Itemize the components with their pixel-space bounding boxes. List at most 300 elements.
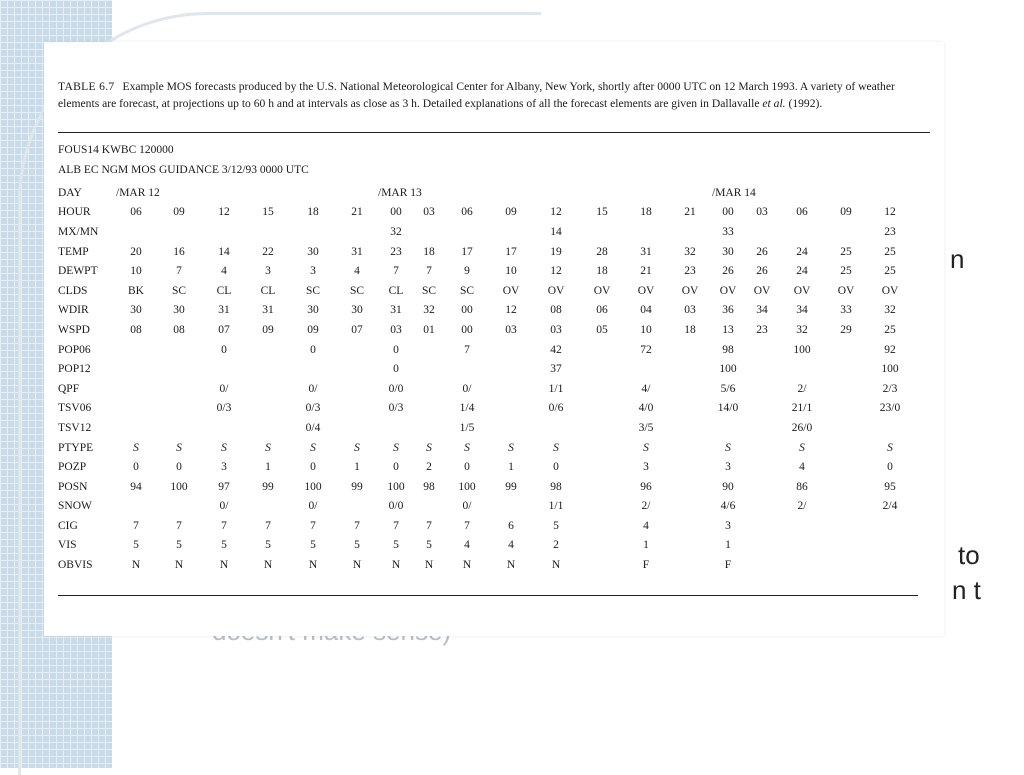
table-bottom-rule [58,595,918,596]
table-cell: 12 [218,206,230,219]
table-cell: 12 [550,206,562,219]
table-cell [824,222,868,242]
table-cell: 08 [550,304,562,317]
table-cell: 3 [643,461,649,474]
table-cell [490,359,532,379]
table-cell: 31 [390,304,402,317]
table-cell: 0 [310,343,316,356]
table-cell [444,359,490,379]
table-cell [744,340,780,360]
table-cell [246,497,290,517]
table-cell: 4 [221,265,227,278]
table-cell [156,418,202,438]
table-cell: 9 [464,265,470,278]
table-cell: 18 [640,206,652,219]
table-cell [116,418,156,438]
table-cell: 20 [130,245,142,258]
table-cell: 33 [722,225,734,238]
row-label: WDIR [58,304,89,317]
table-cell: N [462,559,472,572]
table-cell: 30 [307,304,319,317]
table-cell: 2/ [641,500,651,513]
table-cell [290,359,336,379]
table-cell: 6 [508,519,514,532]
table-cell: OV [547,284,565,297]
table-cell [668,457,712,477]
table-cell: 100 [304,480,322,493]
table-cell: 72 [640,343,652,356]
table-cell [490,399,532,419]
table-cell: 06 [796,206,808,219]
table-cell: 3 [725,519,731,532]
table-cell: 18 [684,323,696,336]
table-cell: 15 [262,206,274,219]
table-cell [824,536,868,556]
table-cell: OV [502,284,520,297]
table-cell: 1 [508,461,514,474]
table-cell [824,457,868,477]
table-cell: 98 [423,480,435,493]
table-cell: 0/ [308,382,318,395]
table-cell: 4 [643,519,649,532]
table-row [58,301,912,321]
table-cell: 13 [722,323,734,336]
row-label: DAY [58,186,82,199]
table-cell: 5 [553,519,559,532]
table-cell [580,438,624,458]
table-cell: 18 [423,245,435,258]
table-caption-text: Example MOS forecasts produced by the U.S. National Meteorological Center for Albany, New York, shortly after 0000 UTC on 12 March 1993. A variety of weather elements are forecast, at projections up to 60 h and at intervals as close as 3 h. Detailed explanations of all the forecast elements are given in Dallavalle et al. (1992). [58,80,895,110]
table-cell: 32 [390,225,402,238]
table-cell [246,418,290,438]
table-cell: 1 [643,539,649,552]
table-cell: 0 [393,343,399,356]
table-cell: 18 [307,206,319,219]
table-cell [868,516,912,536]
table-cell: 0/3 [305,402,321,415]
table-cell: 06 [130,206,142,219]
table-cell: 04 [640,304,652,317]
table-cell [824,438,868,458]
table-cell: CL [388,284,404,297]
table-cell: SC [171,284,187,297]
table-cell: 3 [265,265,271,278]
table-cell: 00 [390,206,402,219]
table-cell [336,418,378,438]
table-cell: S [643,441,649,454]
table-cell: 7 [176,265,182,278]
table-cell [414,379,444,399]
table-cell: 42 [550,343,562,356]
table-cell [668,536,712,556]
table-cell [824,340,868,360]
table-cell: 00 [461,304,473,317]
table-cell: 90 [722,480,734,493]
table-cell [668,359,712,379]
table-cell: 5 [310,539,316,552]
table-cell: OV [753,284,771,297]
row-label: POZP [58,461,87,474]
table-row [58,281,912,301]
table-cell: 23 [390,245,402,258]
table-cell: 07 [218,323,230,336]
table-cell: 5 [176,539,182,552]
table-cell: 100 [793,343,811,356]
table-cell: 0/ [308,500,318,513]
table-cell [246,399,290,419]
table-cell [490,418,532,438]
row-label: POSN [58,480,88,493]
table-cell [744,418,780,438]
table-cell: 19 [550,245,562,258]
day-header: /MAR 12 [116,186,160,199]
table-cell: SC [459,284,475,297]
table-cell [246,359,290,379]
table-cell [744,222,780,242]
table-cell: 10 [640,323,652,336]
table-cell: 29 [840,323,852,336]
table-cell: OV [593,284,611,297]
table-cell [336,379,378,399]
table-cell: 30 [173,304,185,317]
table-cell [668,379,712,399]
table-cell: 37 [550,363,562,376]
table-cell [580,555,624,575]
table-cell [414,418,444,438]
table-cell: 00 [461,323,473,336]
table-cell: 03 [550,323,562,336]
day-row [58,183,912,203]
table-cell: 21/1 [791,402,813,415]
table-cell: 5 [265,539,271,552]
table-cell: N [131,559,141,572]
table-cell: 09 [505,206,517,219]
table-cell: S [508,441,514,454]
table-cell: 7 [354,519,360,532]
table-cell [580,359,624,379]
table-cell: 15 [596,206,608,219]
table-cell: 7 [393,519,399,532]
table-cell [336,340,378,360]
table-cell: 21 [684,206,696,219]
table-cell: 0/0 [388,382,404,395]
table-cell: 7 [426,519,432,532]
table-cell: 23 [756,323,768,336]
table-cell: OV [681,284,699,297]
table-cell [744,359,780,379]
table-row [58,438,912,458]
row-label: TSV12 [58,421,92,434]
row-label: TSV06 [58,402,92,415]
table-cell [414,359,444,379]
table-cell [116,222,156,242]
table-cell [824,359,868,379]
table-cell [156,359,202,379]
table-cell: 3 [221,461,227,474]
table-cell: 0 [553,461,559,474]
table-cell: 99 [262,480,274,493]
table-cell: 34 [796,304,808,317]
table-cell [532,418,580,438]
table-cell [580,457,624,477]
table-cell: CL [260,284,276,297]
table-cell [156,379,202,399]
table-cell: 2 [553,539,559,552]
table-cell: 98 [722,343,734,356]
table-cell: 0/3 [216,402,232,415]
table-cell [744,536,780,556]
table-cell [668,555,712,575]
table-cell: 17 [461,245,473,258]
table-row [58,340,912,360]
table-cell: 30 [351,304,363,317]
table-cell: 4/0 [638,402,654,415]
table-cell: 26/0 [791,421,813,434]
table-cell: 7 [464,343,470,356]
table-cell: 22 [262,245,274,258]
table-cell [744,516,780,536]
table-cell [490,340,532,360]
table-cell: 0/4 [305,421,321,434]
table-cell: 06 [596,304,608,317]
day-header: /MAR 14 [712,186,756,199]
table-cell: S [133,441,139,454]
table-cell: N [424,559,434,572]
table-row [58,379,912,399]
table-cell: 2/ [797,500,807,513]
table-cell: 14 [218,245,230,258]
table-cell: 26 [756,245,768,258]
table-cell: 0/0 [388,500,404,513]
table-cell [712,418,744,438]
table-cell: 23 [684,265,696,278]
table-cell: 25 [884,323,896,336]
table-cell: N [551,559,561,572]
table-cell [824,497,868,517]
table-cell: 0 [393,363,399,376]
table-cell: 7 [176,519,182,532]
table-row [58,516,912,536]
table-cell: S [553,441,559,454]
day-header: /MAR 13 [378,186,422,199]
table-cell: 3 [725,461,731,474]
table-cell: SC [421,284,437,297]
table-cell [490,222,532,242]
table-cell: 5 [354,539,360,552]
table-cell [580,222,624,242]
table-cell [490,497,532,517]
table-cell [824,516,868,536]
table-cell: 18 [596,265,608,278]
table-cell: 0 [176,461,182,474]
table-cell: 03 [684,304,696,317]
table-cell: 36 [722,304,734,317]
table-cell: 10 [130,265,142,278]
table-cell: 03 [505,323,517,336]
table-cell [868,536,912,556]
table-cell [624,222,668,242]
table-cell: 96 [640,480,652,493]
table-cell: 7 [133,519,139,532]
table-cell [580,399,624,419]
table-cell: 97 [218,480,230,493]
row-label: QPF [58,382,80,395]
table-cell [580,418,624,438]
table-cell: 3 [310,265,316,278]
table-cell: 7 [265,519,271,532]
table-row [58,203,912,223]
table-cell: 7 [221,519,227,532]
table-cell [780,536,824,556]
table-cell: 4/6 [720,500,736,513]
table-cell [336,222,378,242]
table-caption [58,78,934,112]
table-cell [868,555,912,575]
table-cell [156,340,202,360]
table-cell: S [887,441,893,454]
table-cell: 09 [262,323,274,336]
table-cell: 7 [310,519,316,532]
table-cell: 0/3 [388,402,404,415]
table-row [58,457,912,477]
scanned-table-image [44,42,944,636]
table-row [58,222,912,242]
table-cell: 21 [351,206,363,219]
table-cell [668,497,712,517]
slide-text-fragment: n [950,244,965,274]
table-cell [444,222,490,242]
table-row [58,418,912,438]
table-cell: S [725,441,731,454]
table-cell [744,457,780,477]
table-cell: 3/5 [638,421,654,434]
table-cell: 0/ [462,500,472,513]
table-cell [668,418,712,438]
table-cell [116,359,156,379]
table-cell: 1/5 [459,421,475,434]
table-cell: 1 [725,539,731,552]
table-cell: 31 [262,304,274,317]
table-cell [580,340,624,360]
table-cell: 1 [354,461,360,474]
table-cell: 0 [133,461,139,474]
table-cell: BK [128,284,144,297]
table-cell: OV [837,284,855,297]
table-cell [780,359,824,379]
table-cell: 100 [719,363,737,376]
row-label: VIS [58,539,77,552]
table-cell: S [393,441,399,454]
table-cell: S [426,441,432,454]
table-cell [744,477,780,497]
table-cell: 32 [796,323,808,336]
table-cell: 05 [596,323,608,336]
table-cell [668,477,712,497]
row-label: CIG [58,519,78,532]
table-cell [156,399,202,419]
table-cell [744,379,780,399]
table-cell [868,418,912,438]
row-label: DEWPT [58,265,98,278]
table-cell [202,418,246,438]
table-cell: 17 [505,245,517,258]
table-cell [744,497,780,517]
bulletin-header-line: ALB EC NGM MOS GUIDANCE 3/12/93 0000 UTC [58,164,309,176]
table-cell: 24 [796,265,808,278]
table-cell: CL [216,284,232,297]
row-label: OBVIS [58,559,93,572]
row-label: SNOW [58,500,92,513]
table-cell: 100 [170,480,188,493]
table-cell: 0/ [462,382,472,395]
table-cell: OV [719,284,737,297]
table-cell [378,418,414,438]
table-caption-label: TABLE 6.7 [58,80,115,93]
table-row [58,261,912,281]
table-cell: 09 [840,206,852,219]
table-cell [156,222,202,242]
table-row [58,359,912,379]
table-cell: SC [305,284,321,297]
row-label: CLDS [58,284,88,297]
table-cell: 4/ [641,382,651,395]
table-cell: 2/3 [882,382,898,395]
table-cell: 0 [221,343,227,356]
table-cell: 31 [351,245,363,258]
table-cell: 99 [351,480,363,493]
table-cell [414,222,444,242]
row-label: TEMP [58,245,89,258]
table-cell: OV [881,284,899,297]
table-cell [668,222,712,242]
table-cell: 12 [505,304,517,317]
table-cell [336,497,378,517]
table-cell [744,438,780,458]
table-cell [246,340,290,360]
table-cell: 08 [173,323,185,336]
row-label: WSPD [58,323,90,336]
table-cell: 0/6 [548,402,564,415]
table-cell: 03 [423,206,435,219]
table-cell: OV [793,284,811,297]
table-cell: 21 [640,265,652,278]
table-cell: 0 [464,461,470,474]
table-top-rule [58,132,930,133]
table-cell: 03 [390,323,402,336]
table-cell: N [263,559,273,572]
table-cell: 25 [840,265,852,278]
table-cell: 2/4 [882,500,898,513]
table-cell [116,399,156,419]
table-cell: 31 [218,304,230,317]
table-cell: 23 [884,225,896,238]
table-cell: 25 [884,245,896,258]
table-cell [668,340,712,360]
table-cell: 01 [423,323,435,336]
table-cell [414,497,444,517]
table-cell: OV [637,284,655,297]
table-cell: 4 [464,539,470,552]
table-cell: 0 [393,461,399,474]
row-label: MX/MN [58,225,99,238]
table-cell: 100 [881,363,899,376]
table-cell [336,399,378,419]
table-cell: F [724,559,732,572]
table-cell: S [176,441,182,454]
table-cell: N [391,559,401,572]
table-cell: 4 [799,461,805,474]
mos-forecast-table [58,183,912,575]
